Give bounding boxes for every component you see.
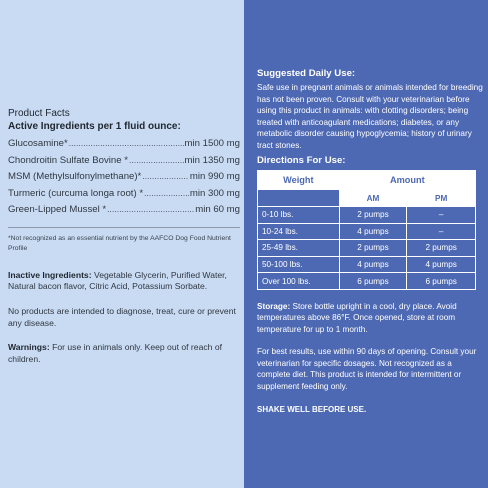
directions-title: Directions For Use: [257, 155, 346, 166]
inactive-ingredients-text: Vegetable Glycerin, Purified Water, Natural bacon flavor, Citric Acid, Potassium Sorbate. [8, 269, 227, 292]
table-subheader-row [258, 190, 476, 207]
leader-dots [142, 169, 189, 186]
am-cell: 2 pumps [339, 240, 407, 257]
storage-text: Store bottle upright in a cool, dry place. Avoid temperatures above 86°F. Once opened, store at room temperature for up to 1 month. [257, 301, 457, 334]
ingredient-amount: min 1500 mg [184, 138, 240, 149]
weight-cell: 0-10 lbs. [258, 207, 340, 224]
table-row [258, 273, 476, 290]
table-row [258, 223, 476, 240]
am-cell: 6 pumps [339, 273, 407, 290]
pm-cell: 4 pumps [407, 256, 476, 273]
ingredient-name: MSM (Methylsulfonylmethane)* [8, 171, 142, 182]
warnings-label: Warnings: [8, 342, 50, 353]
am-cell: 2 pumps [339, 207, 407, 224]
am-header: AM [339, 190, 407, 207]
ingredient-list [8, 136, 240, 219]
ingredient-amount: min 1350 mg [184, 154, 240, 166]
weight-cell: 10-24 lbs. [258, 223, 340, 240]
table-row [258, 240, 476, 257]
ingredient-amount: min 300 mg [189, 187, 240, 199]
am-cell: 4 pumps [339, 256, 407, 273]
leader-dots [144, 186, 189, 203]
warnings [8, 342, 240, 365]
product-facts-content [8, 108, 240, 366]
ingredient-name: Chondroitin Sulfate Bovine * [8, 154, 128, 166]
pm-cell: – [407, 223, 476, 240]
pm-cell: 6 pumps [407, 273, 476, 290]
pm-cell: 2 pumps [407, 240, 476, 257]
weight-cell: Over 100 lbs. [258, 273, 340, 290]
weight-cell: 25-49 lbs. [258, 240, 340, 257]
ingredient-row [8, 136, 240, 153]
ingredient-row [8, 186, 240, 203]
suggested-use-title: Suggested Daily Use: [257, 68, 356, 79]
weight-cell: 50-100 lbs. [258, 256, 340, 273]
leader-dots [69, 136, 184, 153]
disclaimer-text: No products are intended to diagnose, treat, cure or prevent any disease. [8, 305, 236, 328]
usage-panel [244, 0, 488, 488]
active-ingredients-heading: Active Ingredients per 1 fluid ounce: [8, 121, 181, 132]
amount-header: Amount [339, 171, 475, 190]
table-header-row [258, 171, 476, 190]
am-cell: 4 pumps [339, 223, 407, 240]
ingredient-name: Turmeric (curcuma longa root) * [8, 187, 144, 199]
leader-dots [107, 202, 194, 219]
ingredient-name: Green-Lipped Mussel * [8, 204, 107, 215]
table-row [258, 207, 476, 224]
table-row [258, 256, 476, 273]
weight-header: Weight [258, 171, 340, 190]
ingredient-row [8, 169, 240, 186]
blank-cell [258, 190, 340, 207]
best-results-text: For best results, use within 90 days of opening. Consult your veterinarian for specific dosages. Not recognized as a complete diet. This product is intended for intermittent or supplement feeding only. [257, 347, 477, 391]
ingredient-name: Glucosamine* [8, 138, 68, 149]
ingredient-amount: min 60 mg [195, 204, 240, 215]
aafco-footnote: *Not recognized as an essential nutrient by the AAFCO Dog Food Nutrient Profile [8, 234, 231, 252]
pm-cell: – [407, 207, 476, 224]
usage-content [257, 68, 483, 415]
suggested-use-text: Safe use in pregnant animals or animals intended for breeding has not been proven. Consult with your veterinarian before using this product in animals: with clotting disorders; being treated with anticoagulant medications; diabetes, or any metabolic disorder causing hypoglycemia; history of urinary tract stones. [257, 83, 483, 150]
pm-header: PM [407, 190, 476, 207]
ingredient-amount: min 990 mg [189, 171, 240, 182]
leader-dots [129, 153, 184, 170]
inactive-ingredients [8, 270, 240, 293]
divider [8, 227, 240, 228]
ingredient-row [8, 202, 240, 219]
product-facts-title: Product Facts [8, 108, 70, 119]
storage-info [257, 301, 483, 336]
ingredient-row [8, 153, 240, 170]
dosage-table [257, 170, 476, 290]
warnings-text: For use in animals only. Keep out of reach of children. [8, 342, 222, 365]
shake-well-notice: SHAKE WELL BEFORE USE. [257, 405, 367, 415]
storage-label: Storage: [257, 301, 291, 311]
inactive-ingredients-label: Inactive Ingredients: [8, 269, 92, 280]
